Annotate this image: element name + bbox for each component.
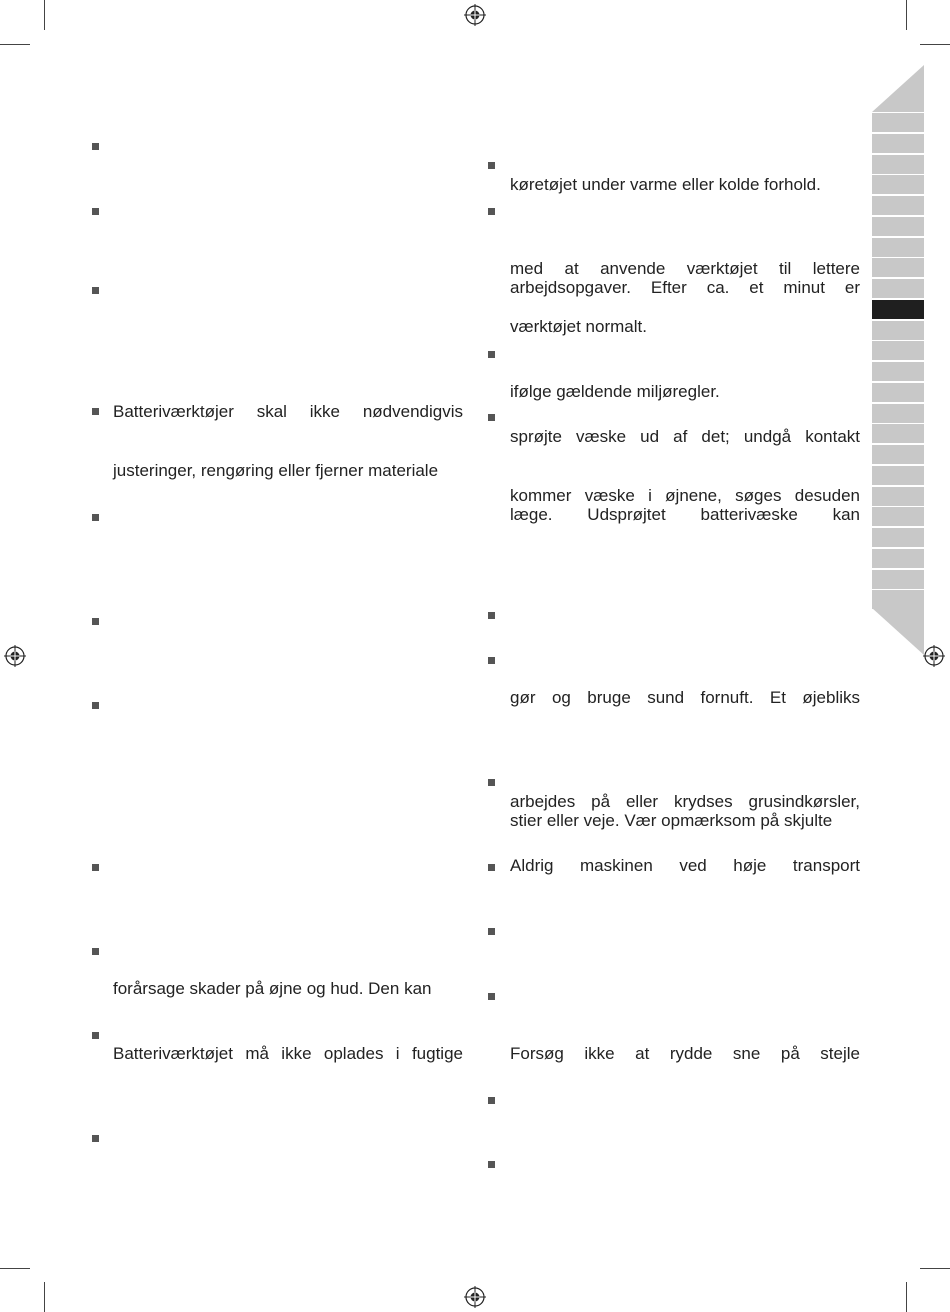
bullet-icon	[488, 351, 495, 358]
side-tab	[872, 175, 924, 194]
crop-mark-top-left-v	[44, 0, 45, 30]
bullet-icon	[488, 657, 495, 664]
side-tab	[872, 590, 924, 609]
bullet-icon	[488, 779, 495, 786]
side-tab	[872, 383, 924, 402]
side-tab	[872, 424, 924, 443]
bullet-icon	[92, 514, 99, 521]
text-line: gør og bruge sund fornuft. Et øjebliks	[510, 688, 860, 707]
text-line: forårsage skader på øjne og hud. Den kan	[113, 979, 432, 998]
text-line: justeringer, rengøring eller fjerner materiale	[113, 461, 439, 480]
bullet-icon	[488, 864, 495, 871]
text-line: læge. Udsprøjtet batterivæske kan	[510, 505, 860, 524]
side-tab	[872, 570, 924, 589]
registration-mark-top-icon	[464, 4, 486, 26]
side-tab-active	[872, 300, 924, 319]
side-tab	[872, 238, 924, 257]
text-line: arbejdsopgaver. Efter ca. et minut er	[510, 278, 860, 297]
text-line: ifølge gældende miljøregler.	[510, 382, 720, 401]
bullet-icon	[92, 948, 99, 955]
text-line: stier eller veje. Vær opmærksom på skjulte	[510, 811, 833, 830]
bullet-icon	[92, 618, 99, 625]
text-line: Aldrig maskinen ved høje transport	[510, 856, 860, 875]
bullet-icon	[488, 993, 495, 1000]
text-line: arbejdes på eller krydses grusindkørsler,	[510, 792, 860, 811]
bullet-icon	[92, 408, 99, 415]
bullet-icon	[92, 143, 99, 150]
side-tab	[872, 404, 924, 423]
side-tab	[872, 134, 924, 153]
side-tab	[872, 362, 924, 381]
text-line: Batteriværktøjet må ikke oplades i fugtige	[113, 1044, 463, 1063]
side-tab	[872, 279, 924, 298]
side-tab-bottom-triangle	[872, 608, 924, 655]
text-line: værktøjet normalt.	[510, 317, 647, 336]
side-tab	[872, 466, 924, 485]
crop-mark-bottom-right-v	[906, 1282, 907, 1312]
bullet-icon	[92, 702, 99, 709]
text-line: Forsøg ikke at rydde sne på stejle	[510, 1044, 860, 1063]
registration-mark-bottom-icon	[464, 1286, 486, 1308]
side-tab	[872, 528, 924, 547]
side-tab	[872, 445, 924, 464]
side-tab	[872, 217, 924, 236]
crop-mark-bottom-left-v	[44, 1282, 45, 1312]
bullet-icon	[488, 928, 495, 935]
bullet-icon	[488, 414, 495, 421]
side-tab	[872, 549, 924, 568]
registration-mark-left-icon	[4, 645, 26, 667]
crop-mark-top-left-h	[0, 44, 30, 45]
bullet-icon	[92, 287, 99, 294]
side-tab	[872, 507, 924, 526]
side-tab	[872, 196, 924, 215]
text-line: Batteriværktøjer skal ikke nødvendigvis	[113, 402, 463, 421]
side-tab	[872, 258, 924, 277]
bullet-icon	[92, 864, 99, 871]
bullet-icon	[92, 1032, 99, 1039]
text-line: sprøjte væske ud af det; undgå kontakt	[510, 427, 860, 446]
bullet-icon	[92, 208, 99, 215]
text-line: køretøjet under varme eller kolde forhold.	[510, 175, 821, 194]
bullet-icon	[488, 162, 495, 169]
side-tab	[872, 155, 924, 174]
bullet-icon	[92, 1135, 99, 1142]
registration-mark-right-icon	[923, 645, 945, 667]
side-tab	[872, 113, 924, 132]
crop-mark-bottom-left-h	[0, 1268, 30, 1269]
side-tab	[872, 341, 924, 360]
text-line: kommer væske i øjnene, søges desuden	[510, 486, 860, 505]
side-tab	[872, 487, 924, 506]
crop-mark-top-right-v	[906, 0, 907, 30]
bullet-icon	[488, 612, 495, 619]
crop-mark-top-right-h	[920, 44, 950, 45]
bullet-icon	[488, 1097, 495, 1104]
language-tab-strip	[872, 65, 924, 685]
text-line: med at anvende værktøjet til lettere	[510, 259, 860, 278]
bullet-icon	[488, 1161, 495, 1168]
crop-mark-bottom-right-h	[920, 1268, 950, 1269]
bullet-icon	[488, 208, 495, 215]
side-tab	[872, 321, 924, 340]
